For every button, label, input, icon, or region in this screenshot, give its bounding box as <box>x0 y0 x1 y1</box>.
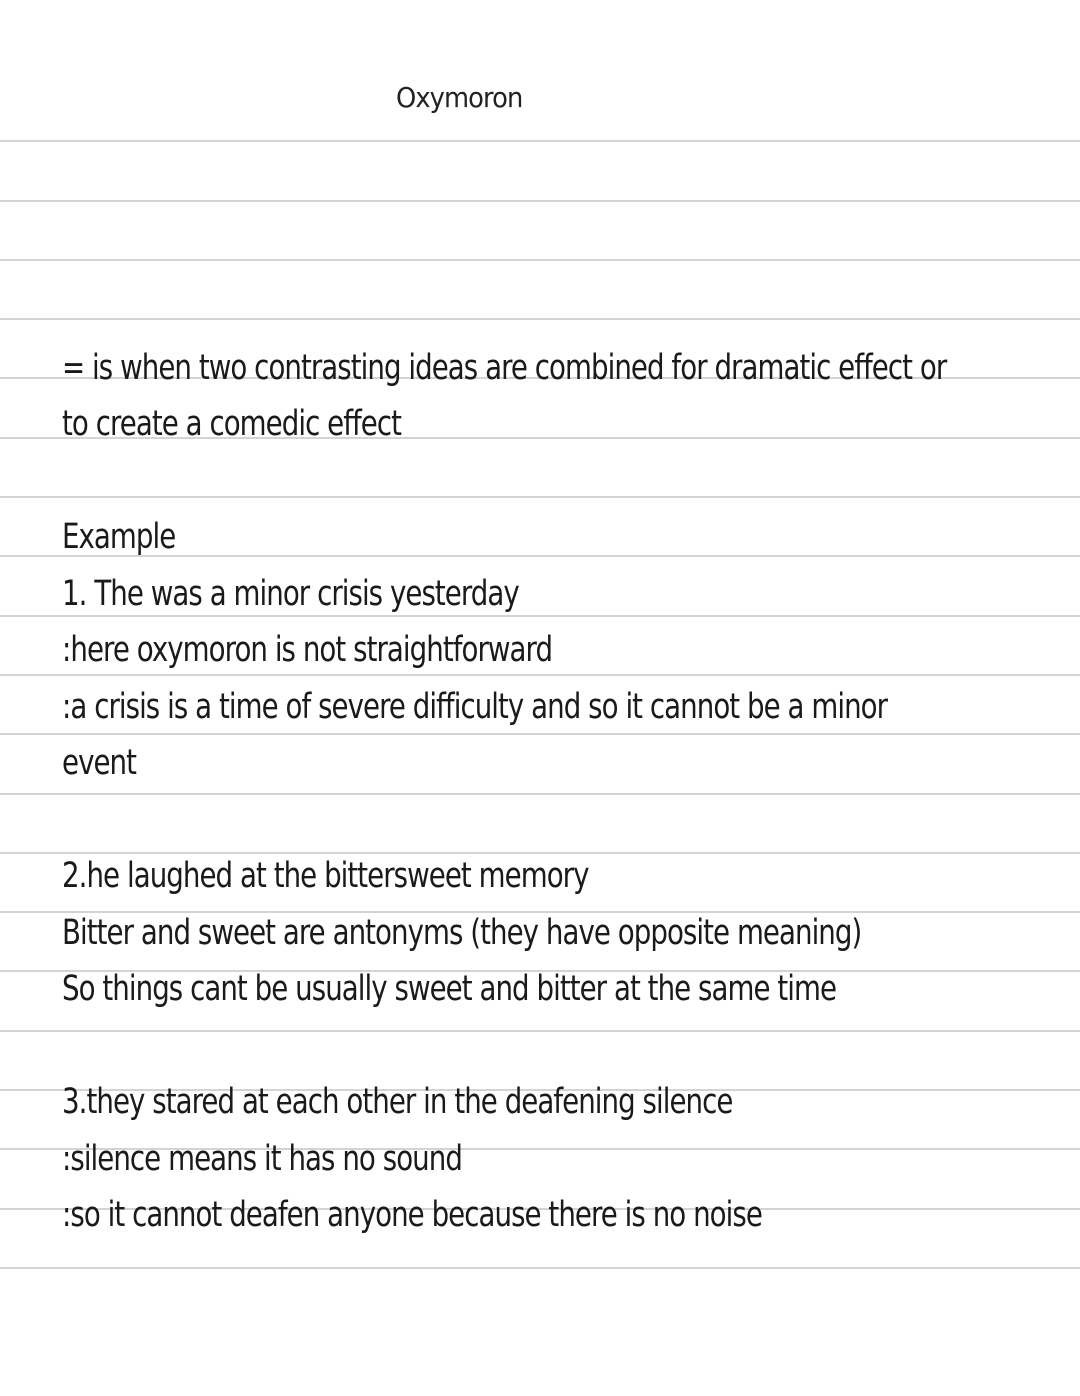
definition-line-1: = is when two contrasting ideas are combined for dramatic effect or <box>62 348 947 388</box>
ruled-line <box>0 674 1080 676</box>
example-1-note-1: :here oxymoron is not straightforward <box>62 630 553 670</box>
example-2-note-2: So things cant be usually sweet and bitter at the same time <box>62 969 837 1009</box>
examples-heading: Example <box>62 517 176 557</box>
ruled-line <box>0 140 1080 142</box>
example-1-sentence: 1. The was a minor crisis yesterday <box>62 574 519 614</box>
page-title: Oxymoron <box>396 81 523 114</box>
example-1-note-2: :a crisis is a time of severe difficulty and so it cannot be a minor <box>62 687 888 727</box>
ruled-line <box>0 1267 1080 1269</box>
example-2-sentence: 2.he laughed at the bittersweet memory <box>62 856 589 896</box>
ruled-line <box>0 259 1080 261</box>
definition-line-2: to create a comedic effect <box>62 404 402 444</box>
example-2-note-1: Bitter and sweet are antonyms (they have opposite meaning) <box>62 913 862 953</box>
example-3-note-2: :so it cannot deafen anyone because there is no noise <box>62 1195 762 1235</box>
example-3-note-1: :silence means it has no sound <box>62 1139 462 1179</box>
example-3-sentence: 3.they stared at each other in the deafening silence <box>62 1082 733 1122</box>
ruled-line <box>0 733 1080 735</box>
ruled-line <box>0 1030 1080 1032</box>
ruled-line <box>0 318 1080 320</box>
ruled-line <box>0 496 1080 498</box>
ruled-line <box>0 200 1080 202</box>
ruled-line <box>0 793 1080 795</box>
example-1-note-2-continued: event <box>62 743 137 783</box>
